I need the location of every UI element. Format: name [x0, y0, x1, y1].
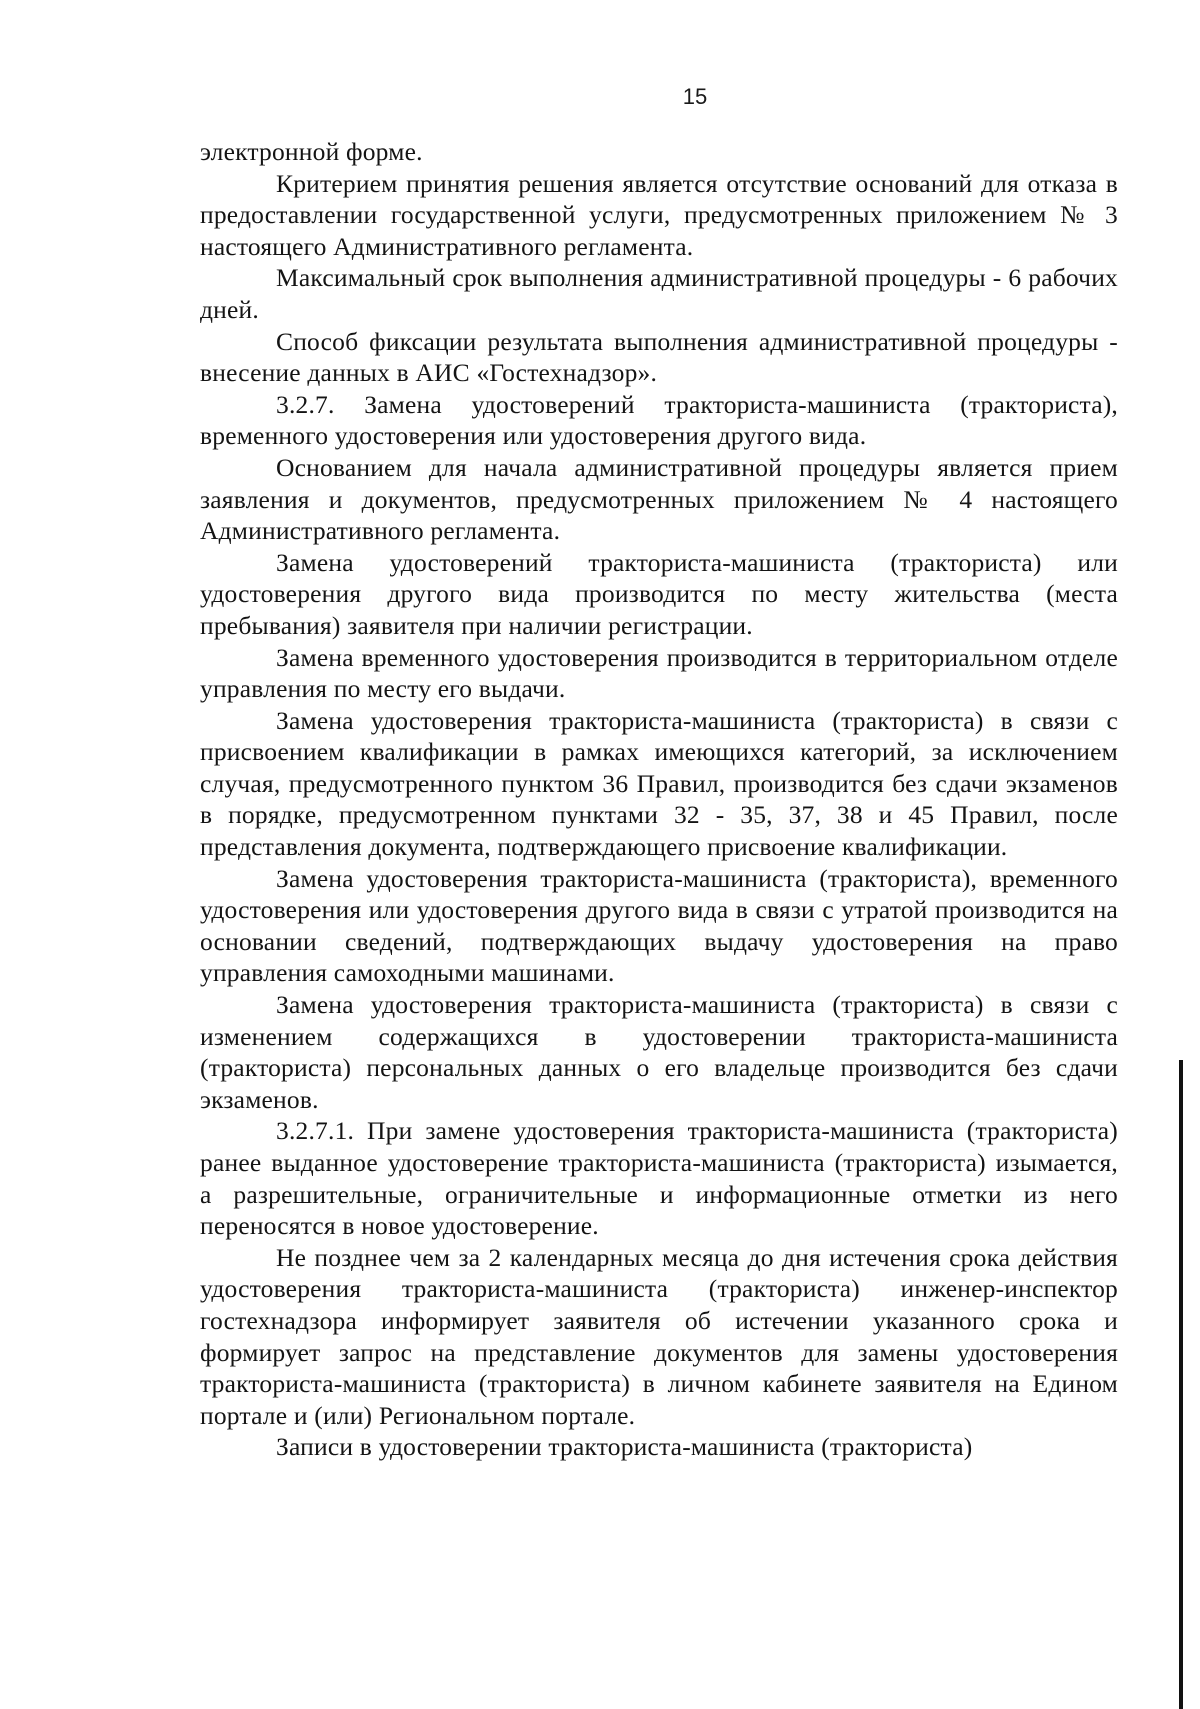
page-number: 15: [682, 84, 708, 109]
paragraph-loss: Замена удостоверения тракториста-машиниста (тракториста), временного удостоверения или удостоверения другого вида в связи с утратой производится на основании сведений, подтверждающих выдачу удостоверения на право управления самоходными машинами.: [200, 863, 1118, 988]
section-heading-3-2-7: 3.2.7. Замена удостоверений тракториста-машиниста (тракториста), временного удостоверения или удостоверения другого вида.: [200, 389, 1118, 451]
document-body: [200, 136, 1118, 1463]
paragraph-expiry-notice: Не позднее чем за 2 календарных месяца до дня истечения срока действия удостоверения тракториста-машиниста (тракториста) инженер-инспектор гостехнадзора информирует заявителя об истечении указанного срока и формирует запрос на представление документов для замены удостоверения тракториста-машиниста (тракториста) в личном кабинете заявителя на Едином портале и (или) Региональном портале.: [200, 1242, 1118, 1430]
paragraph-decision-criterion: Критерием принятия решения является отсутствие оснований для отказа в предоставлении государственной услуги, предусмотренных приложением № 3 настоящего Административного регламента.: [200, 168, 1118, 261]
paragraph-continuation: электронной форме.: [200, 137, 423, 166]
paragraph-result-recording: Способ фиксации результата выполнения административной процедуры - внесение данных в АИС «Гостехнадзор».: [200, 326, 1118, 388]
paragraph-max-term: Максимальный срок выполнения административной процедуры - 6 рабочих дней.: [200, 263, 1118, 324]
section-heading-3-2-7-1: 3.2.7.1. При замене удостоверения тракториста-машиниста (тракториста) ранее выданное удостоверение тракториста-машиниста (тракториста) изымается, а разрешительные, ограничительные и информационные отметки из него переносятся в новое удостоверение.: [200, 1116, 1118, 1241]
paragraph-records: Записи в удостоверении тракториста-машиниста (тракториста): [276, 1432, 973, 1462]
paragraph-qualification: Замена удостоверения тракториста-машиниста (тракториста) в связи с присвоением квалификации в рамках имеющихся категорий, за исключением случая, предусмотренного пунктом 36 Правил, производится без сдачи экзаменов в порядке, предусмотренном пунктами 32 - 35, 37, 38 и 45 Правил, после представления документа, подтверждающего присвоение квалификации.: [200, 705, 1118, 862]
paragraph-temporary-license: Замена временного удостоверения производится в территориальном отделе управления по месту его выдачи.: [200, 642, 1118, 704]
paragraph-place-of-replacement: Замена удостоверений тракториста-машиниста (тракториста) или удостоверения другого вида производится по месту жительства (места пребывания) заявителя при наличии регистрации.: [200, 547, 1118, 640]
paragraph-personal-data-change: Замена удостоверения тракториста-машиниста (тракториста) в связи с изменением содержащихся в удостоверении тракториста-машиниста (тракториста) персональных данных о его владельце производится без сдачи экзаменов.: [200, 990, 1118, 1114]
scan-edge-line: [1179, 1060, 1183, 1709]
paragraph-procedure-basis: Основанием для начала административной процедуры является прием заявления и документов, предусмотренных приложением № 4 настоящего Административного регламента.: [200, 452, 1118, 546]
